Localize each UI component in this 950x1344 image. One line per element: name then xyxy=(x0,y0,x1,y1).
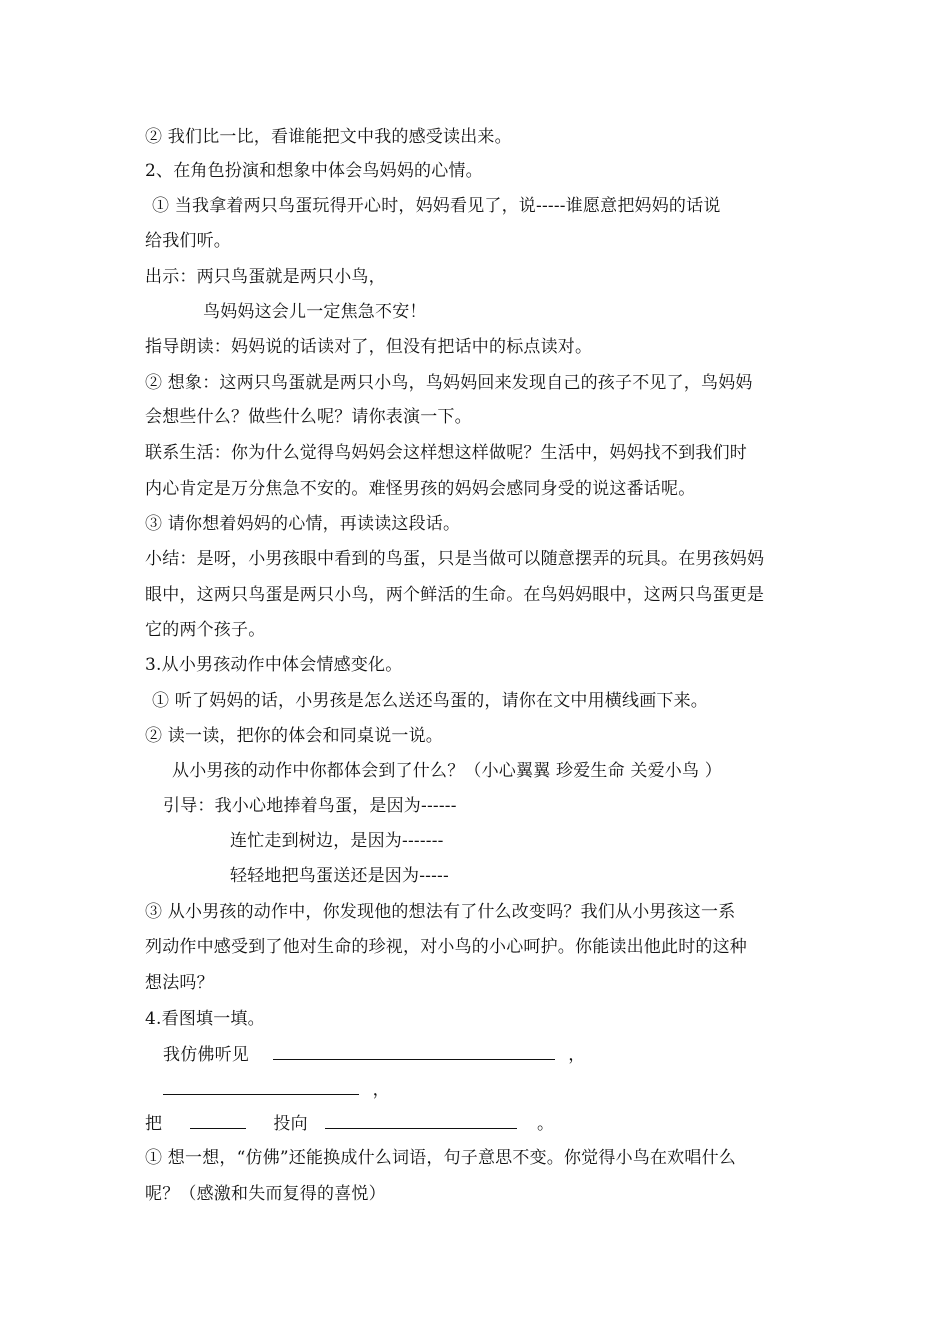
fill-in-prefix: 把 xyxy=(145,1114,163,1134)
fill-in-blank[interactable] xyxy=(163,1078,359,1095)
section-heading: 3.从小男孩动作中体会情感变化。 xyxy=(145,655,403,675)
comma: ， xyxy=(568,1045,586,1065)
period: 。 xyxy=(537,1114,555,1134)
fill-in-blank[interactable] xyxy=(190,1112,246,1129)
fill-in-prefix: 我仿佛听见 xyxy=(163,1045,249,1065)
fill-in-sentence xyxy=(163,1078,390,1101)
fill-in-blank[interactable] xyxy=(273,1043,555,1060)
text-line: 列动作中感受到了他对生命的珍视，对小鸟的小心呵护。你能读出他此时的这种 xyxy=(145,937,747,957)
text-line: ② 我们比一比，看谁能把文中我的感受读出来。 xyxy=(145,127,512,147)
text-line: 会想些什么？做些什么呢？请你表演一下。 xyxy=(145,407,472,427)
fill-in-word: 投向 xyxy=(273,1114,308,1134)
text-line: ③ 请你想着妈妈的心情，再读读这段话。 xyxy=(145,514,461,534)
text-line: 鸟妈妈这会儿一定焦急不安！ xyxy=(203,302,427,322)
text-line: 出示：两只鸟蛋就是两只小鸟， xyxy=(145,267,386,287)
section-heading: 2、在角色扮演和想象中体会鸟妈妈的心情。 xyxy=(145,161,483,181)
text-line: 小结：是呀，小男孩眼中看到的鸟蛋，只是当做可以随意摆弄的玩具。在男孩妈妈 xyxy=(145,549,765,569)
text-line: 联系生活：你为什么觉得鸟妈妈会这样想这样做呢？生活中，妈妈找不到我们时 xyxy=(145,443,747,463)
fill-in-blank[interactable] xyxy=(325,1112,517,1129)
fill-in-sentence xyxy=(163,1043,585,1066)
text-line: 内心肯定是万分焦急不安的。难怪男孩的妈妈会感同身受的说这番话呢。 xyxy=(145,479,696,499)
text-line: 眼中，这两只鸟蛋是两只小鸟，两个鲜活的生命。在鸟妈妈眼中，这两只鸟蛋更是 xyxy=(145,585,765,605)
text-line: 呢？（感激和失而复得的喜悦） xyxy=(145,1184,386,1204)
text-line: 轻轻地把鸟蛋送还是因为----- xyxy=(230,866,449,886)
text-line: ③ 从小男孩的动作中，你发现他的想法有了什么改变吗？我们从小男孩这一系 xyxy=(145,902,736,922)
text-line: 指导朗读：妈妈说的话读对了，但没有把话中的标点读对。 xyxy=(145,337,593,357)
text-line: ① 当我拿着两只鸟蛋玩得开心时，妈妈看见了，说-----谁愿意把妈妈的话说 xyxy=(152,196,721,216)
comma: ， xyxy=(372,1080,390,1100)
text-line: 连忙走到树边，是因为------- xyxy=(230,831,444,851)
text-line: 给我们听。 xyxy=(145,231,231,251)
text-line: 从小男孩的动作中你都体会到了什么？（小心翼翼 珍爱生命 关爱小鸟 ） xyxy=(172,761,723,781)
text-line: ② 读一读，把你的体会和同桌说一说。 xyxy=(145,726,444,746)
fill-in-sentence xyxy=(145,1112,554,1135)
text-line: ① 听了妈妈的话，小男孩是怎么送还鸟蛋的，请你在文中用横线画下来。 xyxy=(152,691,709,711)
text-line: 引导：我小心地捧着鸟蛋，是因为------ xyxy=(163,796,457,816)
text-line: ② 想象：这两只鸟蛋就是两只小鸟，鸟妈妈回来发现自己的孩子不见了，鸟妈妈 xyxy=(145,373,753,393)
section-heading: 4.看图填一填。 xyxy=(145,1009,265,1029)
text-line: ① 想一想，“仿佛”还能换成什么词语，句子意思不变。你觉得小鸟在欢唱什么 xyxy=(145,1148,736,1168)
text-line: 想法吗？ xyxy=(145,973,214,993)
text-line: 它的两个孩子。 xyxy=(145,620,266,640)
